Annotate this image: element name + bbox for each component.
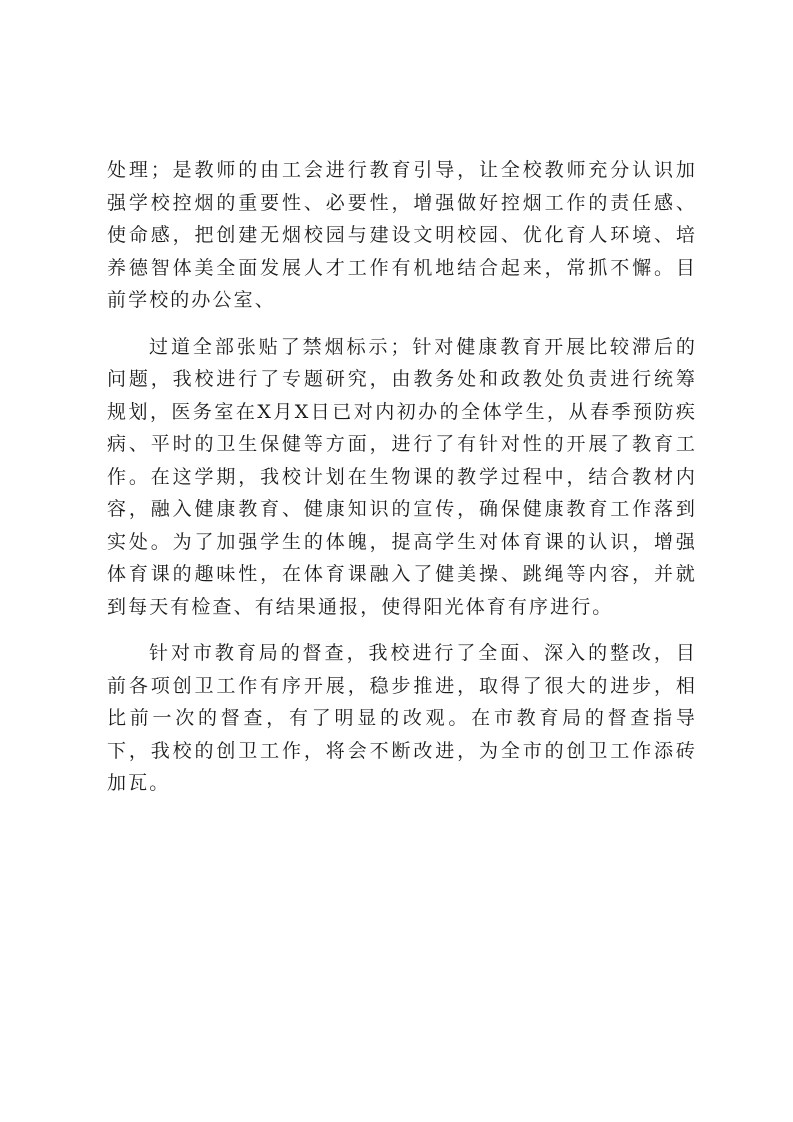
paragraph-3: 针对市教育局的督查，我校进行了全面、深入的整改，目前各项创卫工作有序开展，稳步推进，取得了很大的进步，相比前一次的督查，有了明显的改观。在市教育局的督查指导下，我校的创卫工作，将会不断改进，为全市的创卫工作添砖加瓦。 [107, 642, 697, 794]
paragraph-1: 处理；是教师的由工会进行教育引导，让全校教师充分认识加强学校控烟的重要性、必要性，增强做好控烟工作的责任感、使命感，把创建无烟校园与建设文明校园、优化育人环境、培养德智体美全面发展人才工作有机地结合起来，常抓不懈。目前学校的办公室、 [107, 159, 697, 311]
document-body [107, 154, 697, 814]
paragraph-2: 过道全部张贴了禁烟标示；针对健康教育开展比较滞后的问题，我校进行了专题研究，由教务处和政教处负责进行统筹规划，医务室在X月X日已对内初办的全体学生，从春季预防疾病、平时的卫生保健等方面，进行了有针对性的开展了教育工作。在这学期，我校计划在生物课的教学过程中，结合教材内容，融入健康教育、健康知识的宣传，确保健康教育工作落到实处。为了加强学生的体魄，提高学生对体育课的认识，增强体育课的趣味性，在体育课融入了健美操、跳绳等内容，并就到每天有检查、有结果通报，使得阳光体育有序进行。 [107, 335, 697, 618]
